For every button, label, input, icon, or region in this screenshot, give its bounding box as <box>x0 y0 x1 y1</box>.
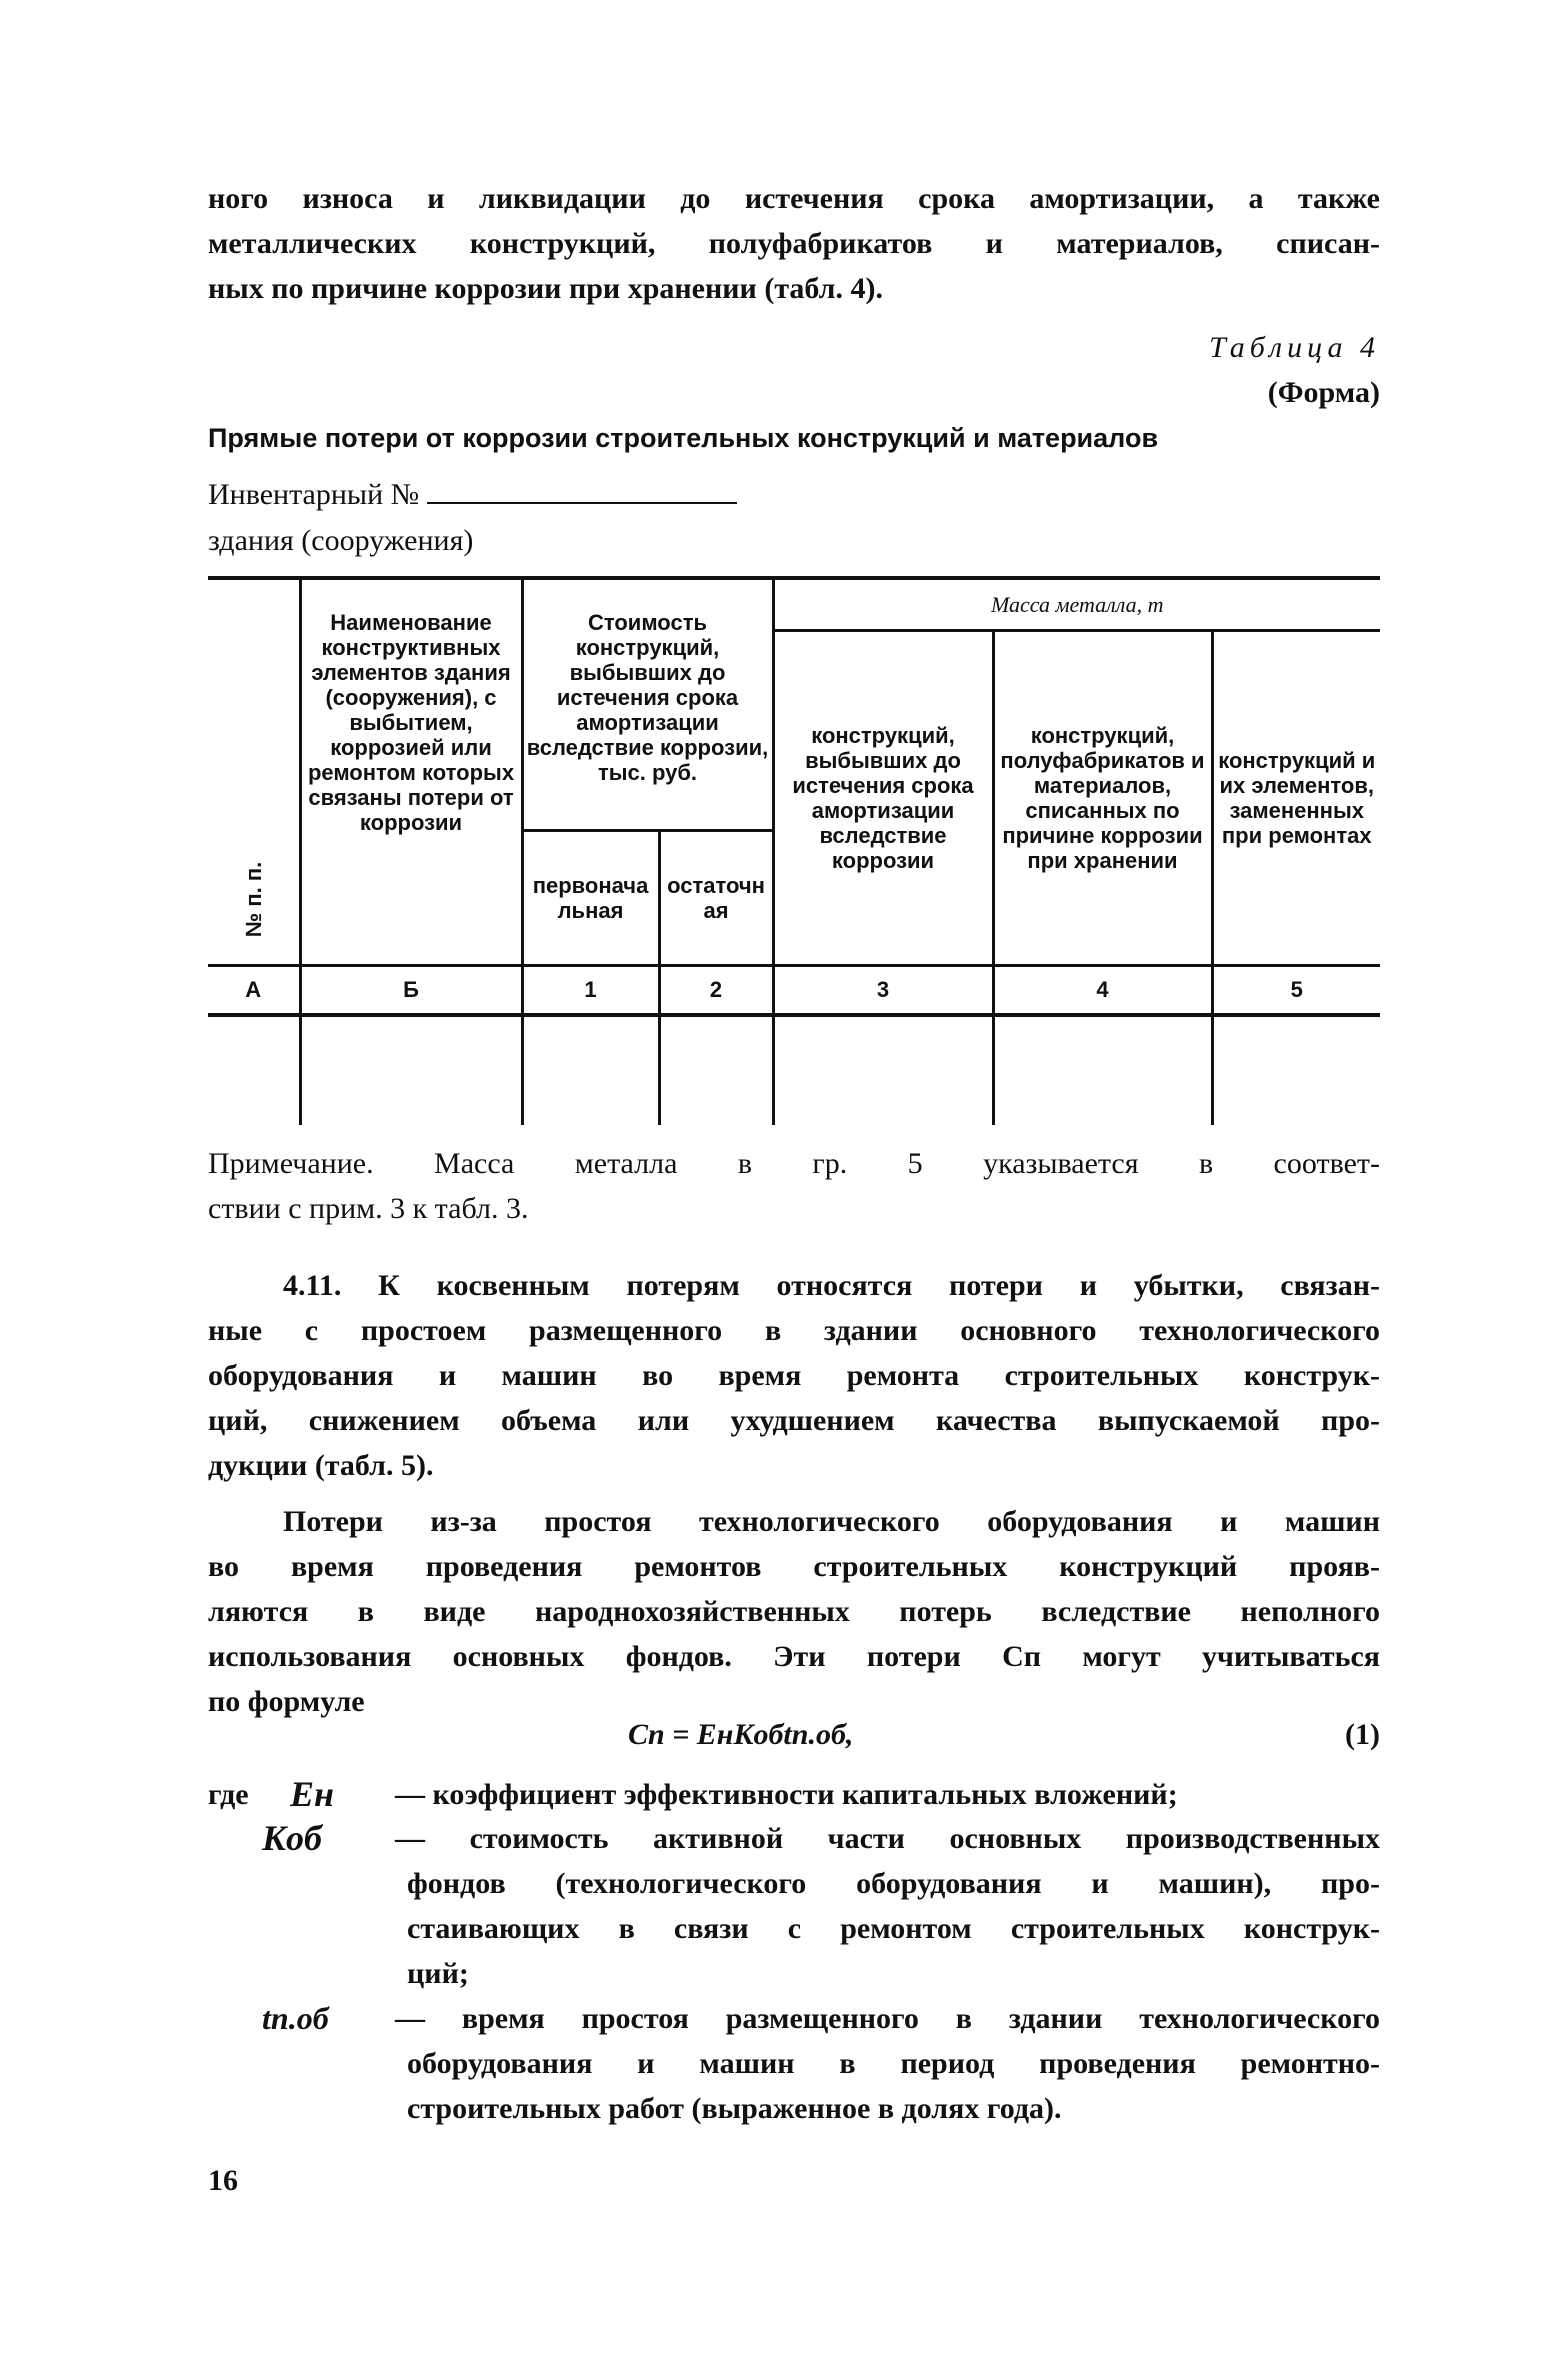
cost-initial-header: первоначальная <box>522 830 659 965</box>
losses-table <box>208 580 1380 1125</box>
inventory-label2: здания (сооружения) <box>208 524 474 557</box>
col-b-header: Наименование конструктивных элементов здания (сооружения), с выбытием, коррозией или ремонтом которых связаны потери от коррозии <box>300 580 522 965</box>
text-line: ций; <box>407 1957 469 1990</box>
paragraph-losses <box>208 1499 1380 1724</box>
where-label: где <box>208 1778 249 1811</box>
text-line: — стоимость активной части основных производственных <box>395 1822 1380 1855</box>
inventory-text: Инвентарный № <box>208 478 420 511</box>
text-line: ций, снижением объема или ухудшением качества выпускаемой про- <box>208 1404 1380 1437</box>
text-line: ляются в виде народнохозяйственных потерь вследствие неполного <box>208 1595 1380 1628</box>
formula: Cп = EнKобtп.об, <box>628 1718 854 1751</box>
text-line: ствии с прим. 3 к табл. 3. <box>208 1192 529 1225</box>
text-line: оборудования и машин во время ремонта строительных конструк- <box>208 1359 1380 1392</box>
col-number: 1 <box>522 965 659 1015</box>
text-line: ных по причине коррозии при хранении (табл. 4). <box>208 272 883 305</box>
col-number: А <box>245 977 262 1003</box>
cost-residual-header: остаточная <box>659 830 773 965</box>
text-line: ные с простоем размещенного в здании основного технологического <box>208 1314 1380 1347</box>
mass-group-header: Масса металла, т <box>773 580 1380 630</box>
col-a-header: № п. п. <box>240 861 266 937</box>
text-line: — коэффициент эффективности капитальных вложений; <box>395 1778 1178 1811</box>
text-line: во время проведения ремонтов строительных конструкций прояв- <box>208 1550 1380 1583</box>
symbol-k: Kоб <box>262 1818 322 1858</box>
col-number: 4 <box>993 965 1212 1015</box>
text-line: металлических конструкций, полуфабрикатов и материалов, списан- <box>208 227 1380 260</box>
table-title: Прямые потери от коррозии строительных конструкций и материалов <box>208 423 1159 453</box>
mass-col-3-header: конструкций, выбывших до истечения срока амортизации вследствие коррозии <box>773 630 993 965</box>
text-line: — время простоя размещенного в здании технологического <box>395 2002 1380 2035</box>
page-number: 16 <box>208 2164 238 2197</box>
symbol-t: tп.об <box>262 2000 329 2036</box>
text-line: стаивающих в связи с ремонтом строительных конструк- <box>407 1912 1380 1945</box>
paragraph-4-11 <box>208 1263 1380 1488</box>
text-line: Потери из-за простоя технологического оборудования и машин <box>283 1505 1380 1538</box>
col-number: 5 <box>1212 965 1380 1015</box>
inventory-label <box>208 472 1380 517</box>
symbol-e: Eн <box>290 1774 334 1814</box>
text-line: Примечание. Масса металла в гр. 5 указывается в соответ- <box>208 1147 1380 1180</box>
table-label: Таблица 4 <box>1209 331 1380 364</box>
text-line: 4.11. К косвенным потерям относятся потери и убытки, связан- <box>283 1269 1380 1302</box>
definition-k <box>395 1816 1380 1996</box>
text-line: ного износа и ликвидации до истечения срока амортизации, а также <box>208 182 1380 215</box>
table-form: (Форма) <box>1267 376 1380 409</box>
table-note <box>208 1141 1380 1231</box>
text-line: фондов (технологического оборудования и машин), про- <box>407 1867 1380 1900</box>
inventory-blank <box>427 474 737 504</box>
formula-number: (1) <box>1345 1718 1380 1751</box>
definition-t <box>395 1996 1380 2131</box>
text-line: оборудования и машин в период проведения ремонтно- <box>407 2047 1380 2080</box>
cost-group-header: Стоимость конструкций, выбывших до истечения срока амортизации вследствие коррозии, тыс. руб. <box>522 580 773 830</box>
text-line: строительных работ (выраженное в долях года). <box>407 2092 1062 2125</box>
definition-e <box>395 1772 1380 1817</box>
text-line: использования основных фондов. Эти потери Cп могут учитываться <box>208 1640 1380 1673</box>
mass-col-5-header: конструкций и их элементов, замененных при ремонтах <box>1212 630 1380 965</box>
text-line: дукции (табл. 5). <box>208 1449 434 1482</box>
col-number: Б <box>300 965 522 1015</box>
col-number: 2 <box>659 965 773 1015</box>
col-number: 3 <box>773 965 993 1015</box>
table-empty-row <box>208 1015 1380 1125</box>
mass-col-4-header: конструкций, полуфабрикатов и материалов, списанных по причине коррозии при хранении <box>993 630 1212 965</box>
intro-paragraph <box>208 176 1380 311</box>
text-line: по формуле <box>208 1685 365 1718</box>
